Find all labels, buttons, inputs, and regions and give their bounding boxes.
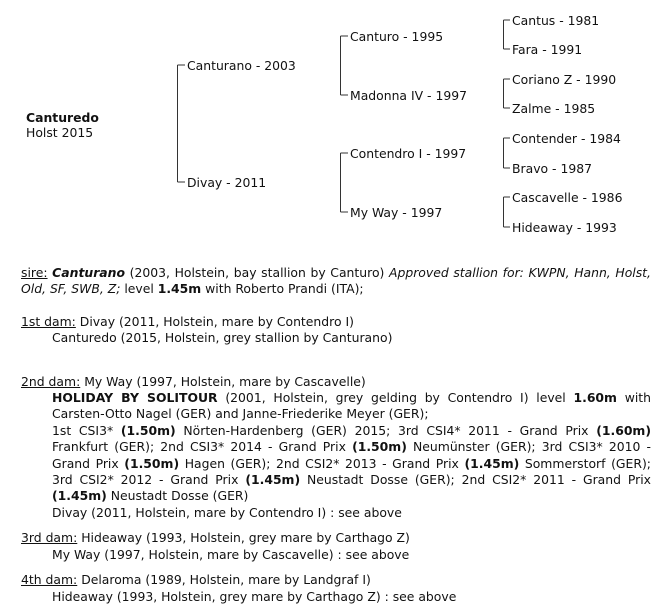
sire-level-pre: level [120, 281, 158, 297]
result-height: (1.45m) [52, 488, 107, 504]
sire-paragraph [21, 265, 651, 298]
dam4-text: Delaroma (1989, Holstein, mare by Landgraf I) [77, 572, 371, 588]
sire-sire-node: Canturo - 1995 [350, 29, 444, 44]
gen3-node: Bravo - 1987 [512, 161, 592, 176]
sire-label: sire: [21, 265, 48, 280]
result-height: (1.50m) [120, 422, 176, 438]
dam2-text: My Way (1997, Holstein, mare by Cascavelle) [80, 373, 366, 389]
result-text: 1st CSI3* [52, 422, 121, 438]
result-text: Nörten-Hardenberg (GER) 2015; 3rd CSI4* 2011 - Grand Prix [175, 422, 597, 438]
sire-name: Canturano [52, 265, 125, 280]
result-text: Neumünster (GER); 3rd CSI3* 2010 - Grand Prix [52, 439, 651, 471]
dam4-paragraph [21, 572, 651, 588]
dam-node: Divay - 2011 [187, 175, 267, 190]
subject-info: Holst 2015 [26, 125, 94, 140]
gen3-node: Contender - 1984 [512, 131, 621, 146]
dam2-divay: Divay (2011, Holstein, mare by Contendro I) : see above [52, 504, 402, 520]
dam1-label: 1st dam: [21, 313, 76, 329]
result-text: Neustadt Dosse (GER); 2nd CSI2* 2011 - Grand Prix [300, 472, 651, 488]
dam3-paragraph [21, 530, 651, 546]
holiday-name: HOLIDAY BY SOLITOUR [52, 390, 218, 406]
holiday-level: 1.60m [573, 390, 617, 406]
gen3-node: Cascavelle - 1986 [512, 190, 623, 205]
pedigree-tree-lines [0, 0, 670, 250]
gen3-node: Coriano Z - 1990 [512, 72, 617, 87]
result-height: (1.50m) [124, 455, 180, 471]
dam1-offspring: Canturedo (2015, Holstein, grey stallion by Canturano) [52, 330, 393, 346]
dam2-paragraph [21, 374, 651, 390]
sire-level: 1.45m [157, 281, 202, 297]
result-text: Hagen (GER); 2nd CSI2* 2013 - Grand Prix [179, 455, 465, 471]
gen3-node: Zalme - 1985 [512, 101, 596, 116]
result-text: Sommerstorf (GER); 3rd CSI2* 2012 - Grand Prix [52, 455, 651, 488]
dam3-offspring: My Way (1997, Holstein, mare by Cascavelle) : see above [52, 546, 410, 562]
dam-dam-node: My Way - 1997 [350, 205, 443, 220]
dam2-label: 2nd dam: [21, 373, 81, 389]
dam3-label: 3rd dam: [21, 530, 78, 546]
result-text: Neustadt Dosse (GER) [106, 488, 249, 504]
sire-level-post: with Roberto Prandi (ITA); [201, 281, 364, 297]
subject-horse [26, 110, 99, 140]
dam3-text: Hideaway (1993, Holstein, grey mare by Carthago Z) [77, 530, 410, 546]
sire-dam-node: Madonna IV - 1997 [350, 88, 467, 103]
result-text: Frankfurt (GER); 2nd CSI3* 2014 - Grand Prix [52, 439, 353, 455]
result-height: (1.45m) [464, 455, 520, 471]
sire-approved: Approved stallion for: KWPN, Hann, Holst, Old, SF, SWB, Z; [21, 265, 651, 297]
pedigree-text [21, 265, 651, 605]
sire-details: (2003, Holstein, bay stallion by Canturo) [125, 265, 389, 280]
holiday-riders: with Carsten-Otto Nagel (GER) and Janne-Friederike Meyer (GER); [52, 390, 651, 422]
dam1-text: Divay (2011, Holstein, mare by Contendro I) [75, 313, 354, 329]
dam-sire-node: Contendro I - 1997 [350, 146, 467, 161]
gen3-node: Hideaway - 1993 [512, 220, 617, 235]
holiday-paragraph [21, 390, 651, 505]
result-height: (1.60m) [596, 422, 652, 438]
gen3-node: Cantus - 1981 [512, 13, 600, 28]
dam4-label: 4th dam: [21, 572, 78, 588]
holiday-details: (2001, Holstein, grey gelding by Contendro I) level [217, 390, 574, 406]
subject-name: Canturedo [26, 110, 99, 125]
gen3-node: Fara - 1991 [512, 42, 583, 57]
result-height: (1.50m) [352, 439, 407, 455]
sire-node: Canturano - 2003 [187, 58, 296, 73]
dam4-offspring: Hideaway (1993, Holstein, grey mare by Carthago Z) : see above [52, 588, 457, 604]
dam1-paragraph [21, 314, 651, 330]
result-height: (1.45m) [245, 472, 301, 488]
pedigree-tree [0, 0, 670, 250]
